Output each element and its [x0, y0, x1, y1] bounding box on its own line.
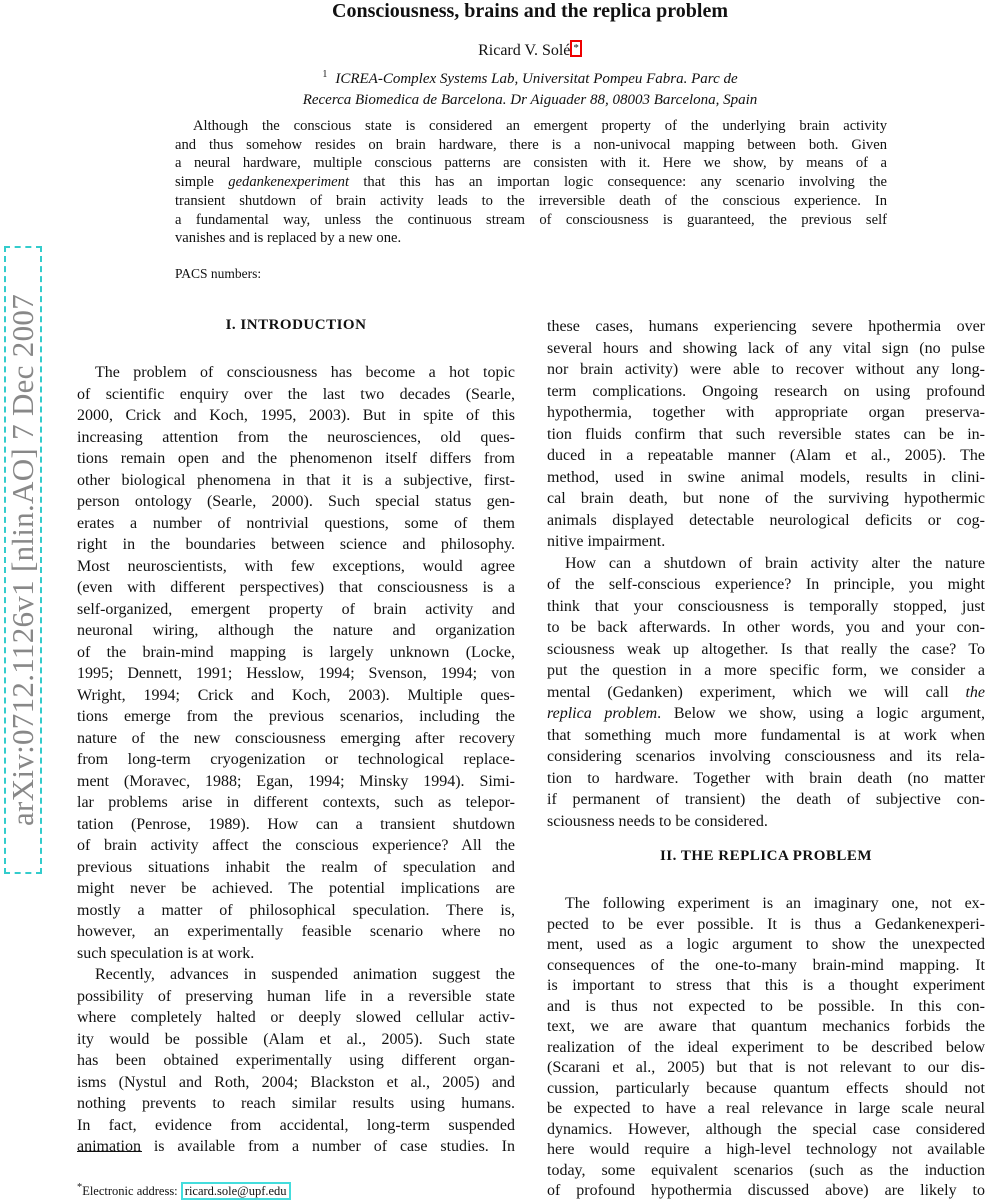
text-line: realization of the ideal experiment to be described below — [547, 1038, 985, 1056]
paper-title: Consciousness, brains and the replica problem — [332, 0, 728, 22]
text-line: considering scenarios involving consciousness and its rela- — [547, 748, 985, 765]
text-line: tion to hardware. Together with brain death (no matter — [547, 769, 985, 787]
footnote-mark: * — [77, 1182, 83, 1193]
text-line: increasing attention from the neurosciences, old ques- — [77, 428, 515, 446]
text-line: a neural hardware, multiple conscious patterns are consisten with it. Here we show, by means of a — [175, 155, 887, 172]
arxiv-stamp[interactable] — [4, 246, 42, 874]
text-line: might never be achieved. The potential implications are — [77, 880, 515, 897]
section-heading-introduction: I. INTRODUCTION — [225, 317, 367, 333]
email-link[interactable]: ricard.sole@upf.edu — [181, 1182, 291, 1200]
right-column-text — [547, 316, 985, 832]
text-line: nothing prevents to reach similar results using humans. — [77, 1095, 515, 1112]
text-line: consequences of the one-to-many brain-mind mapping. It — [547, 956, 985, 974]
text-line: tation (Penrose, 1989). How can a transient shutdown — [77, 815, 515, 833]
text-line: here would require a high-level technology not available — [547, 1141, 985, 1158]
right-column-text-section2 — [547, 894, 985, 1202]
author — [0, 42, 985, 60]
text-line: (even with different perspectives) that consciousness is a — [77, 579, 515, 596]
pacs-numbers: PACS numbers: — [175, 266, 262, 281]
text-line: these cases, humans experiencing severe hpothermia over — [547, 318, 985, 335]
text-line — [547, 703, 985, 725]
text-line: 1995; Dennett, 1991; Hesslow, 1994; Svenson, 1994; von — [77, 665, 515, 682]
text-line: and thus somehow resides on brain hardware, there is a non-univocal mapping between both. Given — [175, 136, 887, 153]
text-line: animation is available from a number of case studies. In — [77, 1138, 515, 1155]
affiliation-line: ICREA-Complex Systems Lab, Universitat Pompeu Fabra. Parc de — [335, 71, 738, 87]
text-line: from long-term cryogenization or technological replace- — [77, 751, 515, 768]
affiliation — [180, 64, 880, 111]
text-line: animals displayed detectable neurological deficits or cog- — [547, 511, 985, 529]
text-line: of the brain-mind mapping is largely unknown (Locke, — [77, 643, 515, 661]
abstract — [175, 117, 887, 248]
text-segment: . Below we show, using a logic argument, — [657, 705, 985, 722]
text-line: other biological phenomena in that it is a subjective, first- — [77, 471, 515, 489]
text-line: text, we are aware that quantum mechanics forbids the — [547, 1018, 985, 1035]
text-line: term complications. Ongoing research on using profound — [547, 382, 985, 400]
text-line: be expected to have a real relevance in large scale neural — [547, 1100, 985, 1117]
text-line: mostly a matter of philosophical speculation. There is, — [77, 901, 515, 919]
text-line: previous situations inhabit the realm of speculation and — [77, 858, 515, 876]
text-line: that something much more fundamental is at work when — [547, 726, 985, 744]
text-line: and is thus not expected to be possible. In this con- — [547, 997, 985, 1015]
text-line: tions emerge from the previous scenarios, including the — [77, 708, 515, 725]
text-line: Recently, advances in suspended animation suggest the — [95, 966, 515, 983]
text-line — [175, 173, 887, 192]
text-line: sciousness needs to be considered. — [547, 812, 768, 830]
text-line: The following experiment is an imaginary one, not ex- — [565, 895, 985, 912]
footnote-link[interactable]: * — [570, 40, 582, 57]
affiliation-line: Recerca Biomedica de Barcelona. Dr Aiguader 88, 08003 Barcelona, Spain — [302, 92, 758, 108]
footnote-rule — [77, 1151, 142, 1152]
text-line: if permanent of transient) the death of subjective con- — [547, 791, 985, 808]
text-line: tions remain open and the phenomenon itself differs from — [77, 450, 515, 467]
text-segment: that this has an importan logic consequence: any scenario involving the — [349, 174, 887, 191]
text-line: right in the boundaries between science and philosophy. — [77, 536, 515, 553]
text-line: The problem of consciousness has become a hot topic — [95, 364, 515, 381]
text-line: duced in a repeatable manner (Alam et al., 2005). The — [547, 447, 985, 464]
text-line: ity would be possible (Alam et al., 2005). Such state — [77, 1030, 515, 1048]
text-line: neuronal wiring, although the nature and organization — [77, 622, 515, 639]
text-line: lar problems arise in different contexts, such as telepor- — [77, 794, 515, 811]
left-column-text — [77, 362, 515, 1158]
text-line: method, used in swine animal models, results in clini- — [547, 468, 985, 486]
text-line: ment (Moravec, 1988; Egan, 1994; Minsky 1994). Simi- — [77, 772, 515, 790]
text-line: is important to stress that this is a thought experiment — [547, 977, 985, 994]
text-line: dynamics. However, although the special case considered — [547, 1120, 985, 1138]
text-line: of scientific enquiry over the last two decades (Searle, — [77, 385, 515, 403]
text-line: such speculation is at work. — [77, 944, 255, 962]
text-line: tion fluids confirm that such reversible states can be in- — [547, 425, 985, 443]
text-line: of profound hypothermia discussed above) are likely to — [547, 1182, 985, 1199]
text-line: nor brain activity) were able to recover without any long- — [547, 361, 985, 378]
text-line: today, some equivalent scenarios (such as the induction — [547, 1161, 985, 1179]
text-line: Wright, 1994; Crick and Koch, 2003). Multiple ques- — [77, 686, 515, 704]
text-line: ment, used as a logic argument to show the unexpected — [547, 936, 985, 953]
text-line: self-organized, emergent property of brain activity and — [77, 600, 515, 618]
emphasis-text: replica problem — [547, 705, 658, 722]
text-line: 2000, Crick and Koch, 1995, 2003). But in spite of this — [77, 407, 515, 424]
text-segment: simple — [175, 174, 229, 191]
text-line: isms (Nystul and Roth, 2004; Blackston et al., 2005) and — [77, 1073, 515, 1091]
text-line: a fundamental way, unless the continuous stream of consciousness is guaranteed, the previous self — [175, 211, 887, 228]
emphasis-text: the — [965, 683, 985, 701]
text-line: Although the conscious state is considered an emergent property of the underlying brain activity — [193, 118, 887, 134]
text-line: to be back afterwards. In other words, you and your con- — [547, 619, 985, 636]
text-line: has been obtained experimentally using different organ- — [77, 1052, 515, 1069]
text-line: erates a number of nontrivial questions, some of them — [77, 514, 515, 532]
text-line: transient shutdown of brain activity leads to the irreversible death of the conscious experience. In — [175, 192, 887, 209]
text-line: person ontology (Searle, 2000). Such special status gen- — [77, 493, 515, 510]
text-line: Most neuroscientists, with few exceptions, would agree — [77, 557, 515, 575]
text-line: sciousness weak up altogether. Is that really the case? To — [547, 640, 985, 658]
section-heading-replica-problem: II. THE REPLICA PROBLEM — [659, 848, 873, 864]
text-line: In fact, evidence from accidental, long-term suspended — [77, 1116, 515, 1134]
text-line — [547, 682, 985, 704]
text-line: How can a shutdown of brain activity alter the nature — [565, 554, 985, 572]
text-line: nature of the new consciousness emerging after recovery — [77, 729, 515, 747]
text-segment: mental (Gedanken) experiment, which we will call — [547, 683, 966, 701]
text-line: think that your consciousness is temporally stopped, just — [547, 597, 985, 615]
emphasis-text: gedankenexperiment — [228, 174, 350, 191]
text-line: cussion, particularly because quantum effects should not — [547, 1079, 985, 1097]
footnote — [77, 1182, 291, 1199]
text-line: put the question in a more specific form, we consider a — [547, 662, 985, 679]
text-line: hypothermia, together with appropriate organ preserva- — [547, 404, 985, 421]
text-line: (Scarani et al., 2005) but that is not relevant to our dis- — [547, 1059, 985, 1076]
text-line: possibility of preserving human life in a reversible state — [77, 987, 515, 1005]
text-line: vanishes and is replaced by a new one. — [175, 230, 402, 247]
text-line: however, an experimentally feasible scenario where no — [77, 923, 515, 940]
text-line: of the self-conscious experience? In principle, you might — [547, 576, 985, 593]
text-line: where completely halted or deeply slowed cellular activ- — [77, 1009, 515, 1026]
footnote-label: Electronic address: — [82, 1184, 181, 1199]
text-line: nitive impairment. — [547, 533, 666, 550]
text-line: several hours and showing lack of any vital sign (no pulse — [547, 339, 985, 357]
text-line: pected to be ever possible. It is thus a Gedankenexperi- — [547, 915, 985, 933]
affiliation-number: 1 — [322, 69, 328, 80]
text-line: of brain activity affect the conscious experience? All the — [77, 837, 515, 854]
arxiv-id: arXiv:0712.1126v1 [nlin.AO] 7 Dec 2007 — [5, 294, 40, 826]
author-name: Ricard V. Solé — [478, 42, 571, 59]
text-line: cal brain death, but none of the surviving hypothermic — [547, 490, 985, 507]
